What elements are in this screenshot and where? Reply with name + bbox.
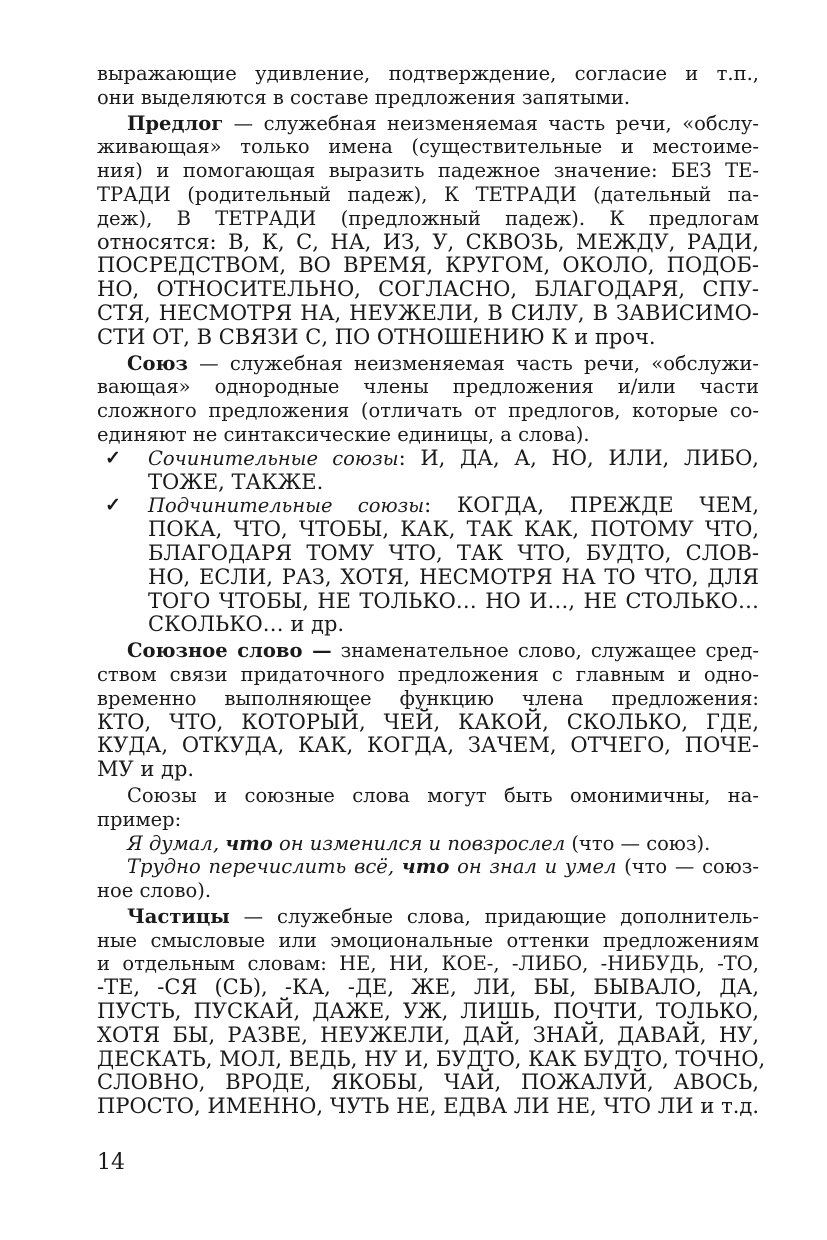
text-line: ТРАДИ (родительный падеж), К ТЕТРАДИ (дательный па- [97, 182, 759, 206]
text-line: СТЯ, НЕСМОТРЯ НА, НЕУЖЕЛИ, В СИЛУ, В ЗАВИСИМО- [97, 300, 759, 325]
text-line: СКОЛЬКО… и др. [148, 612, 345, 637]
text-line: ПОКА, ЧТО, ЧТОБЫ, КАК, ТАК КАК, ПОТОМУ ЧТО, [148, 517, 759, 542]
paragraph-soyuznoe-slovo: Союзное слово — знаменательное слово, служащее сред- [127, 639, 759, 663]
text-line: ные смысловые или эмоциональные оттенки предложениям [97, 928, 759, 952]
text-line: Союзы и союзные слова могут быть омонимичны, на- [127, 783, 759, 807]
text-line: ДЕСКАТЬ, МОЛ, ВЕДЬ, НУ И, БУДТО, КАК БУДТО, ТОЧНО, [97, 1046, 766, 1071]
term-chastitsy: Частицы [127, 904, 230, 928]
text-line: пример: [97, 807, 182, 831]
text-line: единяют не синтаксические единицы, а слова). [97, 422, 590, 446]
text-line: КТО, ЧТО, КОТОРЫЙ, ЧЕЙ, КАКОЙ, СКОЛЬКО, ГДЕ, [97, 709, 759, 734]
text-line: БЛАГОДАРЯ ТОМУ ЧТО, ТАК ЧТО, БУДТО, СЛОВ- [148, 540, 759, 565]
term-soyuz: Союз [127, 351, 188, 375]
checkmark-icon: ✓ [105, 446, 121, 469]
text-line: ТОЖЕ, ТАКЖЕ. [148, 469, 324, 494]
text-line: Сочинительные союзы: И, ДА, А, НО, ИЛИ, ЛИБО, [148, 445, 759, 470]
paragraph-soyuz: Союз — служебная неизменяемая часть речи, «обслужи- [127, 351, 759, 375]
text-line: НО, ЕСЛИ, РАЗ, ХОТЯ, НЕСМОТРЯ НА ТО ЧТО, ДЛЯ [148, 564, 759, 589]
text-line: и отдельным словам: НЕ, НИ, КОЕ-, -ЛИБО, -НИБУДЬ, -ТО, [97, 952, 759, 976]
example-1: Я думал, что он изменился и повзрослел (что — союз). [127, 831, 711, 855]
text-line: КУДА, ОТКУДА, КАК, КОГДА, ЗАЧЕМ, ОТЧЕГО, ПОЧЕ- [97, 733, 759, 758]
text-line: живающая» только имена (существительные и местоиме- [97, 135, 759, 159]
text-line: выражающие удивление, подтверждение, согласие и т.п., [97, 62, 759, 85]
text-line: СЛОВНО, ВРОДЕ, ЯКОБЫ, ЧАЙ, ПОЖАЛУЙ, АВОСЬ, [97, 1070, 759, 1095]
page-text [97, 62, 766, 1119]
term-soyuznoe-slovo: Союзное слово — [127, 639, 332, 663]
coordinating-conjunctions [97, 447, 759, 495]
text-line: -ТЕ, -СЯ (СЬ), -КА, -ДЕ, ЖЕ, ЛИ, БЫ, БЫВАЛО, ДА, [97, 975, 759, 1000]
text-line: ством связи придаточного предложения с главным и одно- [97, 662, 759, 686]
text-line: ния) и помогающая выразить падежное значение: БЕЗ ТЕ- [97, 159, 759, 183]
text-line: деж), В ТЕТРАДИ (предложный падеж). К предлогам [97, 206, 759, 230]
text-line: ХОТЯ БЫ, РАЗВЕ, НЕУЖЕЛИ, ДАЙ, ЗНАЙ, ДАВАЙ, НУ, [97, 1022, 759, 1047]
term-predlog: Предлог [127, 111, 224, 135]
text-line: ное слово). [97, 879, 212, 903]
paragraph-predlog: Предлог — служебная неизменяемая часть речи, «обслу- [127, 111, 759, 135]
text-line: Подчинительные союзы: КОГДА, ПРЕЖДЕ ЧЕМ, [148, 493, 760, 518]
text-line: сложного предложения (отличать от предлогов, которые со- [97, 399, 759, 423]
subordinating-conjunctions [97, 494, 759, 637]
text-line: ПУСТЬ, ПУСКАЙ, ДАЖЕ, УЖ, ЛИШЬ, ПОЧТИ, ТОЛЬКО, [97, 999, 759, 1024]
example-2: Трудно перечислить всё, что он знал и умел (что — союз- [127, 855, 759, 879]
text-line: они выделяются в составе предложения запятыми. [97, 85, 631, 109]
text-line: ТОГО ЧТОБЫ, НЕ ТОЛЬКО… НО И…, НЕ СТОЛЬКО… [148, 588, 759, 613]
text-line: относятся: В, К, С, НА, ИЗ, У, СКВОЗЬ, МЕЖДУ, РАДИ, [97, 229, 759, 254]
text-line: вающая» однородные члены предложения и/или части [97, 375, 759, 399]
page-number: 14 [97, 1150, 125, 1175]
text-line: МУ и др. [97, 757, 195, 782]
text-line: ПОСРЕДСТВОМ, ВО ВРЕМЯ, КРУГОМ, ОКОЛО, ПОДОБ- [97, 253, 759, 278]
text-line: СТИ ОТ, В СВЯЗИ С, ПО ОТНОШЕНИЮ К и проч. [97, 324, 656, 349]
paragraph-chastitsy: Частицы — служебные слова, придающие дополнитель- [127, 904, 759, 928]
checkmark-icon: ✓ [105, 494, 121, 517]
text-line: НО, ОТНОСИТЕЛЬНО, СОГЛАСНО, БЛАГОДАРЯ, СПУ- [97, 277, 759, 302]
text-line: ПРОСТО, ИМЕННО, ЧУТЬ НЕ, ЕДВА ЛИ НЕ, ЧТО ЛИ и т.д. [97, 1094, 759, 1119]
text-line: временно выполняющее функцию члена предложения: [97, 686, 759, 710]
